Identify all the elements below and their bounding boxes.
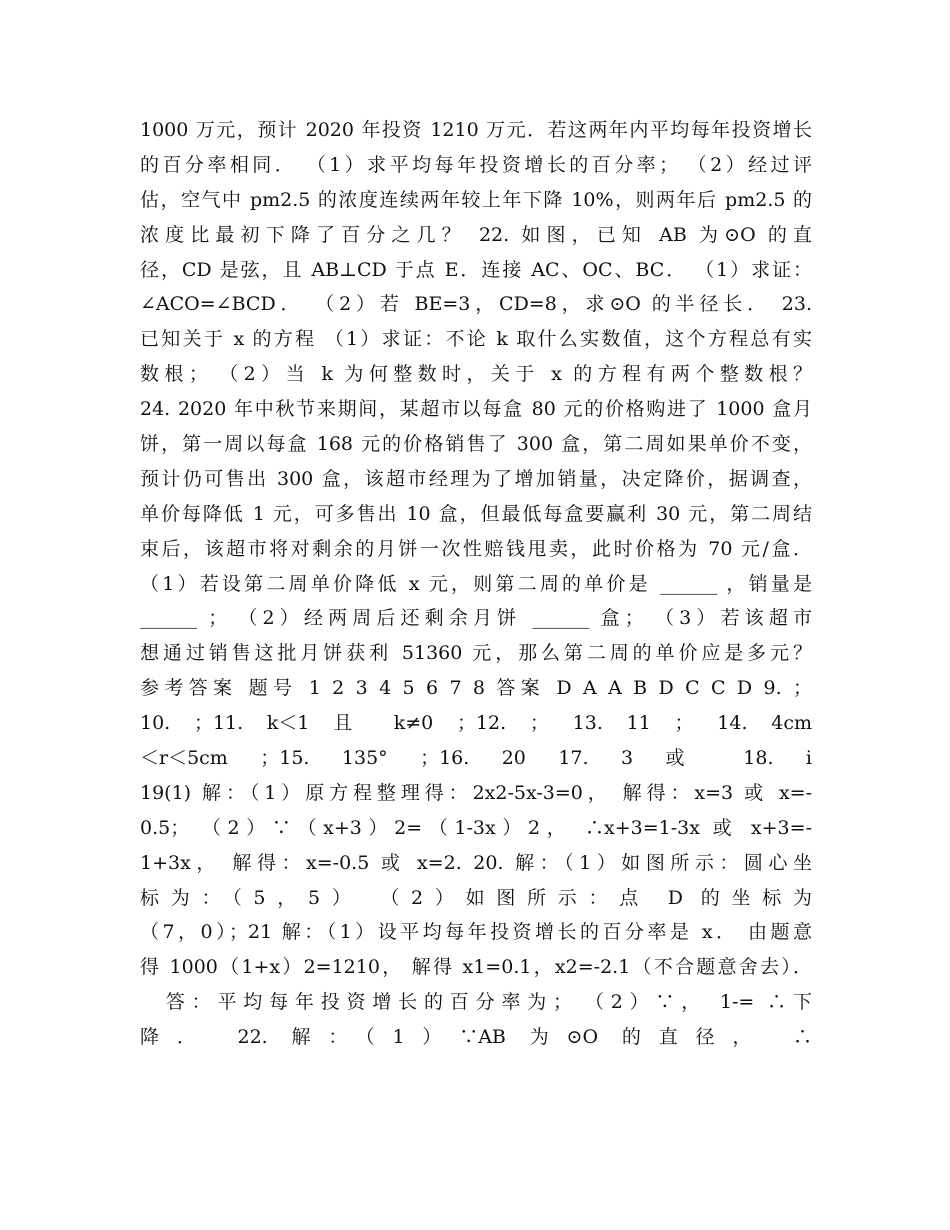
- text-line: 想通过销售这批月饼获利 51360 元，那么第二周的单价应是多元？: [140, 642, 812, 665]
- text-line: （7，0）；21 解：（1）设平均每年投资增长的百分率是 x． 由题意: [140, 921, 812, 944]
- text-line: ______ ； （2）经两周后还剩余月饼 ______ 盒； （3）若该超市: [140, 607, 812, 630]
- text-line: 单价每降低 1 元，可多售出 10 盒，但最低每盒要赢利 30 元，第二周结: [140, 502, 812, 525]
- text-line: ＜r＜5cm ；15. 135° ；16. 20 17. 3 或 18. i: [140, 747, 812, 770]
- text-line: 预计仍可售出 300 盒，该超市经理为了增加销量，决定降价，据调查，: [140, 467, 812, 490]
- text-line: 标为：（5，5） （2）如图所示：点 D 的坐标为: [140, 886, 812, 909]
- text-line: 数根； （2）当 k 为何整数时，关于 x 的方程有两个整数根？: [140, 363, 812, 386]
- text-line: （1）若设第二周单价降低 x 元，则第二周的单价是 ______ ，销量是: [140, 572, 812, 595]
- text-line: 得 1000（1+x）2=1210， 解得 x1=0.1，x2=-2.1（不合题意舍去）．: [140, 956, 812, 979]
- text-line: 1+3x， 解得：x=-0.5 或 x=2. 20. 解：（1）如图所示：圆心坐: [140, 851, 812, 874]
- text-line: ∠ACO=∠BCD． （2）若 BE=3，CD=8，求⊙O 的半径长． 23.: [140, 293, 812, 316]
- text-line: 饼，第一周以每盒 168 元的价格销售了 300 盒，第二周如果单价不变，: [140, 433, 812, 456]
- text-line: 19(1) 解：（1）原方程整理得：2x2-5x-3=0， 解得：x=3 或 x=-: [140, 781, 812, 804]
- text-line: 估，空气中 pm2.5 的浓度连续两年较上年下降 10%，则两年后 pm2.5 的: [140, 188, 812, 211]
- text-line: 径，CD 是弦，且 AB⊥CD 于点 E．连接 AC、OC、BC． （1）求证：: [140, 258, 812, 281]
- text-line: 参考答案 题号 1 2 3 4 5 6 7 8 答案 D A A B D C C D 9. ；: [140, 677, 812, 700]
- document-body: [140, 113, 812, 1055]
- text-line: 降． 22. 解：（1）∵AB 为⊙O 的直径， ∴: [140, 1026, 812, 1049]
- text-line: 浓度比最初下降了百分之几？ 22. 如图，已知 AB 为⊙O 的直: [140, 223, 812, 246]
- text-line: 束后，该超市将对剩余的月饼一次性赔钱甩卖，此时价格为 70 元/盒．: [140, 537, 812, 560]
- text-line: 答：平均每年投资增长的百分率为； （2）∵， 1-= ∴下: [140, 991, 812, 1014]
- text-line: 已知关于 x 的方程 （1）求证：不论 k 取什么实数值，这个方程总有实: [140, 328, 812, 351]
- text-line: 10. ；11. k＜1 且 k≠0 ；12. ； 13. 11 ； 14. 4cm: [140, 712, 812, 735]
- text-line: 1000 万元，预计 2020 年投资 1210 万元．若这两年内平均每年投资增长: [140, 119, 812, 141]
- text-line: 0.5； （2）∵（x+3）2=（1-3x）2， ∴x+3=1-3x 或 x+3=-: [140, 816, 812, 839]
- text-line: 的百分率相同． （1）求平均每年投资增长的百分率； （2）经过评: [140, 153, 812, 176]
- text-line: 24. 2020 年中秋节来期间，某超市以每盒 80 元的价格购进了 1000 盒月: [140, 398, 812, 421]
